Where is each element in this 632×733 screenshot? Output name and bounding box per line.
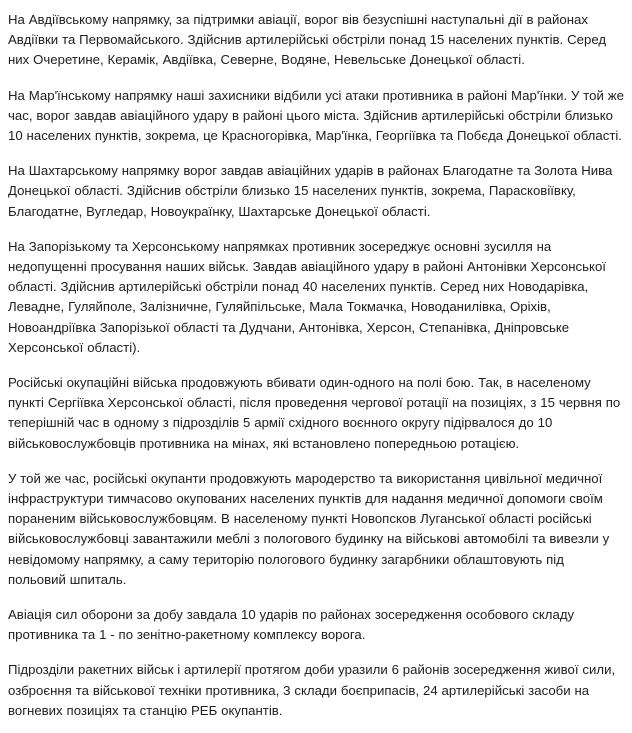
- paragraph: На Мар'їнському напрямку наші захисники відбили усі атаки противника в районі Мар'їнки. У той же час, ворог завдав авіаційного удару в районі цього міста. Здійснив артилерійські обстріли близько 10 населених пунктів, зокрема, це Красногорівка, Мар'їнка, Георгіївка та Побєда Донецької області.: [8, 87, 624, 144]
- paragraph: На Шахтарському напрямку ворог завдав авіаційних ударів в районах Благодатне та Золота Нива Донецької області. Здійснив обстріли близько 15 населених пунктів, зокрема, Парасковіївку, Благодатне, Вугледар, Новоукраїнку, Шахтарське Донецької області.: [8, 163, 613, 219]
- paragraph: Підрозділи ракетних військ і артилерії протягом доби уразили 6 районів зосередження живої сили, озброєння та військової техніки противника, 3 склади боєприпасів, 24 артилерійські засоби на вогневих позиціях та станцію РЕБ окупантів.: [8, 662, 616, 718]
- paragraph: У той же час, російські окупанти продовжують мародерство та використання цивільної медичної інфраструктури тимчасово окупованих населених пунктів для надання медичної допомоги своїм пораненим військовослужбовцям. В населеному пункті Новопсков Луганської області російські військовослужбовці завантажили меблі з пологового будинку на військові автомобілі та вивезли у невідомому напрямку, а саму територію пологового будинку загарбники облаштовують під польовий шпиталь.: [8, 470, 610, 587]
- paragraph: Російські окупаційні війська продовжують вбивати один-одного на полі бою. Так, в населеному пункті Сергіївка Херсонської області, після проведення чергової ротації на позиціях, з 15 червня по теперішній час в одному з підрозділів 5 армії східного воєнного округу підірвалося до 10 військовослужбовців противника на мінах, які встановлено попередньою ротацією.: [8, 375, 621, 451]
- paragraph: Авіація сил оборони за добу завдала 10 ударів по районах зосередження особового складу противника та 1 - по зенітно-ракетному комплексу ворога.: [8, 607, 575, 643]
- paragraph: На Запорізькому та Херсонському напрямках противник зосереджує основні зусилля на недопущенні просування наших військ. Завдав авіаційного удару в районі Антонівки Херсонської області. Здійснив артилерійські обстріли понад 40 населених пунктів. Серед них Новодарівка, Левадне, Гуляйполе, Залізничне, Гуляйпільське, Мала Токмачка, Новоданилівка, Оріхів, Новоандріївка Запорізької області та Дудчани, Антонівка, Херсон, Степанівка, Дніпровське Херсонської області).: [8, 238, 606, 355]
- paragraph: На Авдіївському напрямку, за підтримки авіації, ворог вів безуспішні наступальні дії в районах Авдіївки та Первомайського. Здійснив артилерійські обстріли понад 15 населених пунктів. Серед них Очеретине, Керамік, Авдіївка, Северне, Водяне, Невельське Донецької області.: [8, 12, 607, 68]
